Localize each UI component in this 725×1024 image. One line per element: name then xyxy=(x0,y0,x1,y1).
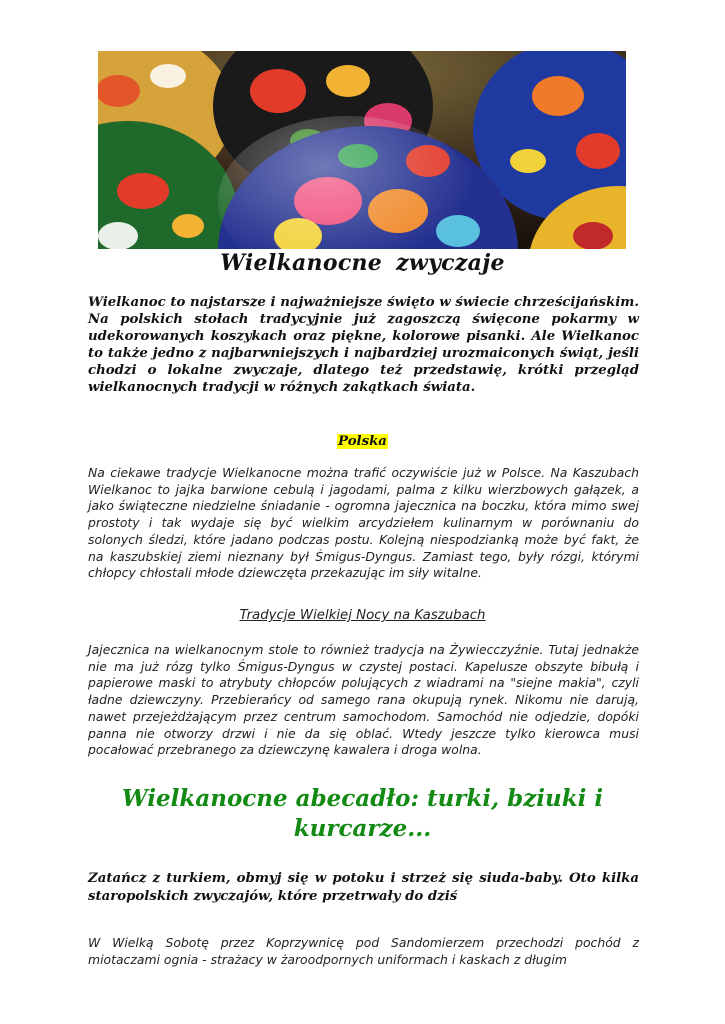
paragraph-zywiecczyzna: Jajecznica na wielkanocnym stole to również tradycja na Żywiecczyźnie. Tutaj jednakże nie ma już rózg tylko Śmigus-Dyngus w czystej postaci. Kapelusze obszyte bibułą i papierowe maski to atrybuty chłopców polujących z wiadrami na "siejne makia", czyli ładne dziewczyny. Przebierańcy od samego rana okupują rynek. Nikomu nie darują, nawet przejeżdżającym przez centrum samochodom. Samochód nie odjedzie, dopóki panna nie otworzy drzwi i nie da się oblać. Wtedy jeszcze tylko kierowca musi pocałować przebranego za dziewczynę kawalera i droga wolna. xyxy=(88,642,639,758)
paragraph-koprzywnica: W Wielką Sobotę przez Koprzywnicę pod Sandomierzem przechodzi pochód z miotaczami ognia - strażacy w żaroodpornych uniformach i kaskach z długim xyxy=(88,935,639,967)
easter-eggs-photo xyxy=(98,51,626,249)
lead-paragraph: Zatańcz z turkiem, obmyj się w potoku i strzeż się siuda-baby. Oto kilka staropolskich zwyczajów, które przetrwały do dziś xyxy=(88,871,639,904)
subheading-link[interactable]: Tradycje Wielkiej Nocy na Kaszubach xyxy=(239,608,486,623)
page-title: Wielkanocne zwyczaje xyxy=(220,250,505,276)
section-label-polska xyxy=(0,430,725,449)
heading-abecadlo: Wielkanocne abecadło: turki, bziuki i kurcarze... xyxy=(121,785,604,842)
paragraph-kaszuby: Na ciekawe tradycje Wielkanocne można trafić oczywiście już w Polsce. Na Kaszubach Wielkanoc to jajka barwione cebulą i jagodami, palma z kilku wierzbowych gałązek, a jako świąteczne niedzielne śniadanie - ogromna jajecznica na boczku, która mimo swej prostoty i tak wydaje się być wielkim arcydziełem kulinarnym w porównaniu do solonych śledzi, które jadano podczas postu. Kolejną niespodzianką może być fakt, że na kaszubskiej ziemi nieznany był Śmigus-Dyngus. Zamiast tego, były rózgi, którymi chłopcy chłostali młode dziewczęta przekazując im siły witalne. xyxy=(88,465,639,581)
section-label-text: Polska xyxy=(338,434,387,449)
intro-paragraph: Wielkanoc to najstarsze i najważniejsze święto w świecie chrześcijańskim. Na polskich stołach tradycyjnie już zagoszczą święcone pokarmy w udekorowanych koszykach oraz piękne, kolorowe pisanki. Ale Wielkanoc to także jedno z najbarwniejszych i najbardziej urozmaiconych świąt, jeśli chodzi o lokalne zwyczaje, dlatego też przedstawię, krótki przegląd wielkanocnych tradycji w różnych zakątkach świata. xyxy=(88,295,639,395)
